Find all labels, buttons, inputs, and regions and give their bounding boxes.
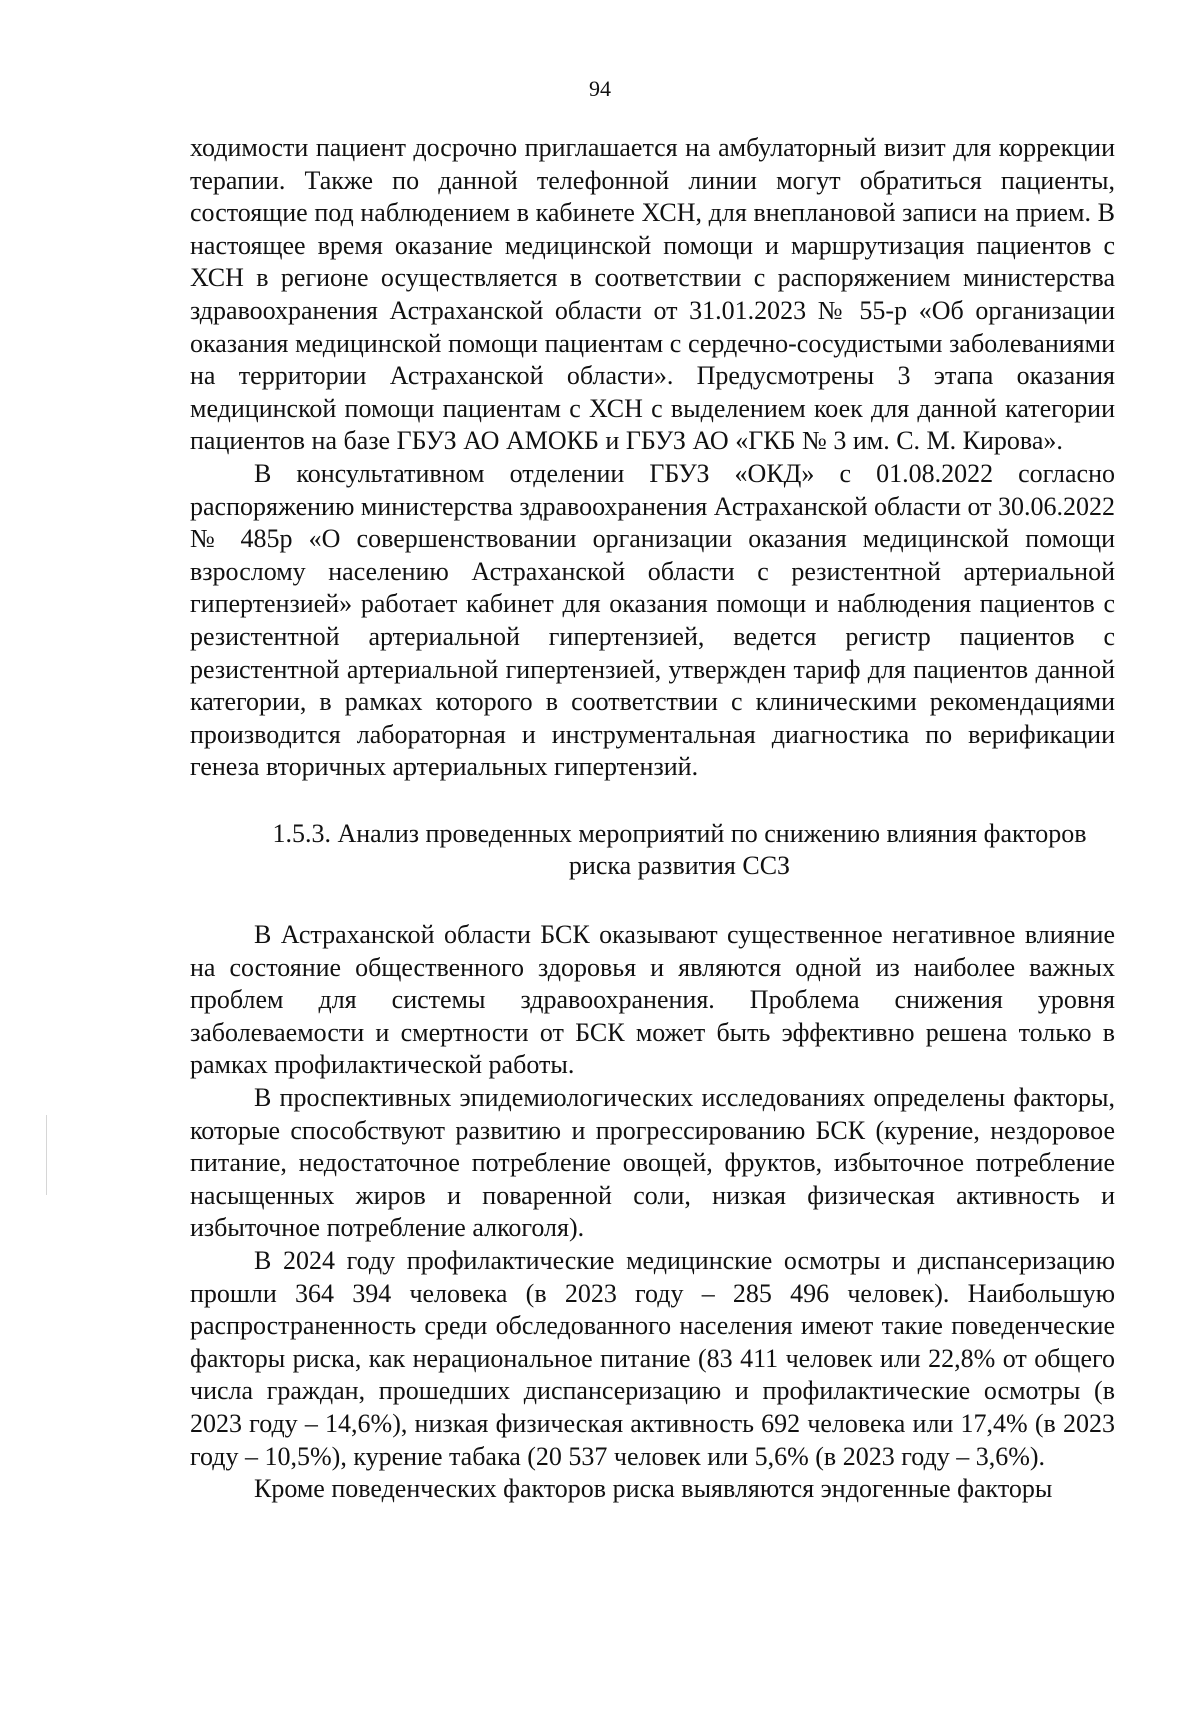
section-heading-line-1: 1.5.3. Анализ проведенных мероприятий по снижению влияния факторов [272,818,1087,848]
paragraph-endogenous-factors: Кроме поведенческих факторов риска выявляются эндогенные факторы [254,1474,1053,1504]
paragraph-screening-2024: В 2024 году профилактические медицинские осмотры и диспансеризацию прошли 364 394 человека (в 2023 году – 285 496 человек). Наибольшую распространенность среди обследованного населения имеют такие поведенческие факторы риска, как нерациональное питание (83 411 человек или 22,8% от общего числа граждан, прошедших диспансеризацию и профилактические осмотры (в 2023 году – 14,6%), низкая физическая активность 692 человека или 17,4% (в 2023 году – 10,5%), курение табака (20 537 человек или 5,6% (в 2023 году – 3,6%). [190,1246,1115,1471]
page-number: 94 [589,76,611,101]
paragraph-consultative-department: В консультативном отделении ГБУЗ «ОКД» с 01.08.2022 согласно распоряжению министерства здравоохранения Астраханской области от 30.06.2022 № 485р «О совершенствовании организации оказания медицинской помощи взрослому населению Астраханской области с резистентной артериальной гипертензией» работает кабинет для оказания помощи и наблюдения пациентов с резистентной артериальной гипертензией, ведется регистр пациентов с резистентной артериальной гипертензией, утвержден тариф для пациентов данной категории, в рамках которого в соответствии с клиническими рекомендациями производится лабораторная и инструментальная диагностика по верификации генеза вторичных артериальных гипертензий. [190,458,1115,782]
section-heading [190,818,1115,883]
paragraph-continuation: ходимости пациент досрочно приглашается на амбулаторный визит для коррекции терапии. Также по данной телефонной линии могут обратиться пациенты, состоящие под наблюдением в кабинете ХСН, для внеплановой записи на прием. В настоящее время оказание медицинской помощи и маршрутизация пациентов с ХСН в регионе осуществляется в соответствии с распоряжением министерства здравоохранения Астраханской области от 31.01.2023 № 55-р «Об организации оказания медицинской помощи пациентам с сердечно-сосудистыми заболеваниями на территории Астраханской области». Предусмотрены 3 этапа оказания медицинской помощи пациентам с ХСН с выделением коек для данной категории пациентов на базе ГБУЗ АО АМОКБ и ГБУЗ АО «ГКБ № 3 им. С. М. Кирова». [190,133,1115,456]
scan-edge-mark [46,1115,47,1195]
section-heading-line-2: риска развития ССЗ [568,851,791,881]
paragraph-bsk-impact: В Астраханской области БСК оказывают существенное негативное влияние на состояние общественного здоровья и являются одной из наиболее важных проблем для системы здравоохранения. Проблема снижения уровня заболеваемости и смертности от БСК может быть эффективно решена только в рамках профилактической работы. [190,920,1115,1080]
body-text [190,132,1115,1506]
paragraph-risk-factors: В проспективных эпидемиологических исследованиях определены факторы, которые способствуют развитию и прогрессированию БСК (курение, нездоровое питание, недостаточное потребление овощей, фруктов, избыточное потребление насыщенных жиров и поваренной соли, низкая физическая активность и избыточное потребление алкоголя). [190,1083,1115,1243]
